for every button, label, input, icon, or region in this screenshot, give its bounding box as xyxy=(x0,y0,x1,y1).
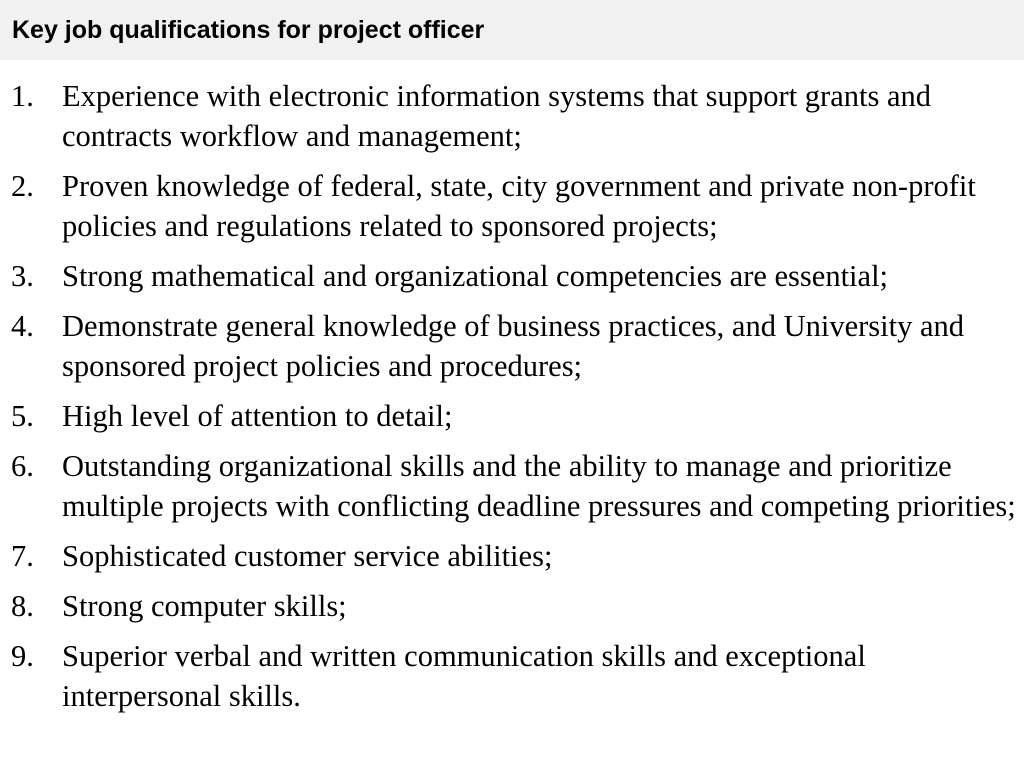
list-item xyxy=(0,166,1024,246)
item-number: 5. xyxy=(11,399,34,433)
list-item xyxy=(0,536,1024,576)
item-number: 3. xyxy=(11,259,34,293)
item-number: 2. xyxy=(11,169,34,203)
item-text: Sophisticated customer service abilities; xyxy=(62,539,553,573)
list-item xyxy=(0,256,1024,296)
list-item xyxy=(0,586,1024,626)
list-item xyxy=(0,636,1024,716)
item-number: 6. xyxy=(11,449,34,483)
item-number: 9. xyxy=(11,639,34,673)
title-bar xyxy=(0,0,1024,60)
item-text: Demonstrate general knowledge of business practices, and University and sponsored project policies and procedures; xyxy=(62,309,965,383)
item-text: Strong computer skills; xyxy=(62,589,347,623)
item-text: High level of attention to detail; xyxy=(62,399,453,433)
page-title: Key job qualifications for project officer xyxy=(12,16,485,44)
item-number: 4. xyxy=(11,309,34,343)
list-item xyxy=(0,76,1024,156)
item-text: Outstanding organizational skills and the ability to manage and prioritize multiple projects with conflicting deadline pressures and competing priorities; xyxy=(62,449,1016,523)
item-text: Experience with electronic information systems that support grants and contracts workflow and management; xyxy=(62,79,932,153)
item-text: Superior verbal and written communication skills and exceptional interpersonal skills. xyxy=(62,639,866,713)
qualifications-list xyxy=(0,76,1024,716)
list-item xyxy=(0,306,1024,386)
item-text: Strong mathematical and organizational competencies are essential; xyxy=(62,259,889,293)
list-item xyxy=(0,446,1024,526)
item-number: 8. xyxy=(11,589,34,623)
item-number: 7. xyxy=(11,539,34,573)
list-item xyxy=(0,396,1024,436)
item-text: Proven knowledge of federal, state, city government and private non-profit policies and regulations related to sponsored projects; xyxy=(62,169,976,243)
item-number: 1. xyxy=(11,79,34,113)
